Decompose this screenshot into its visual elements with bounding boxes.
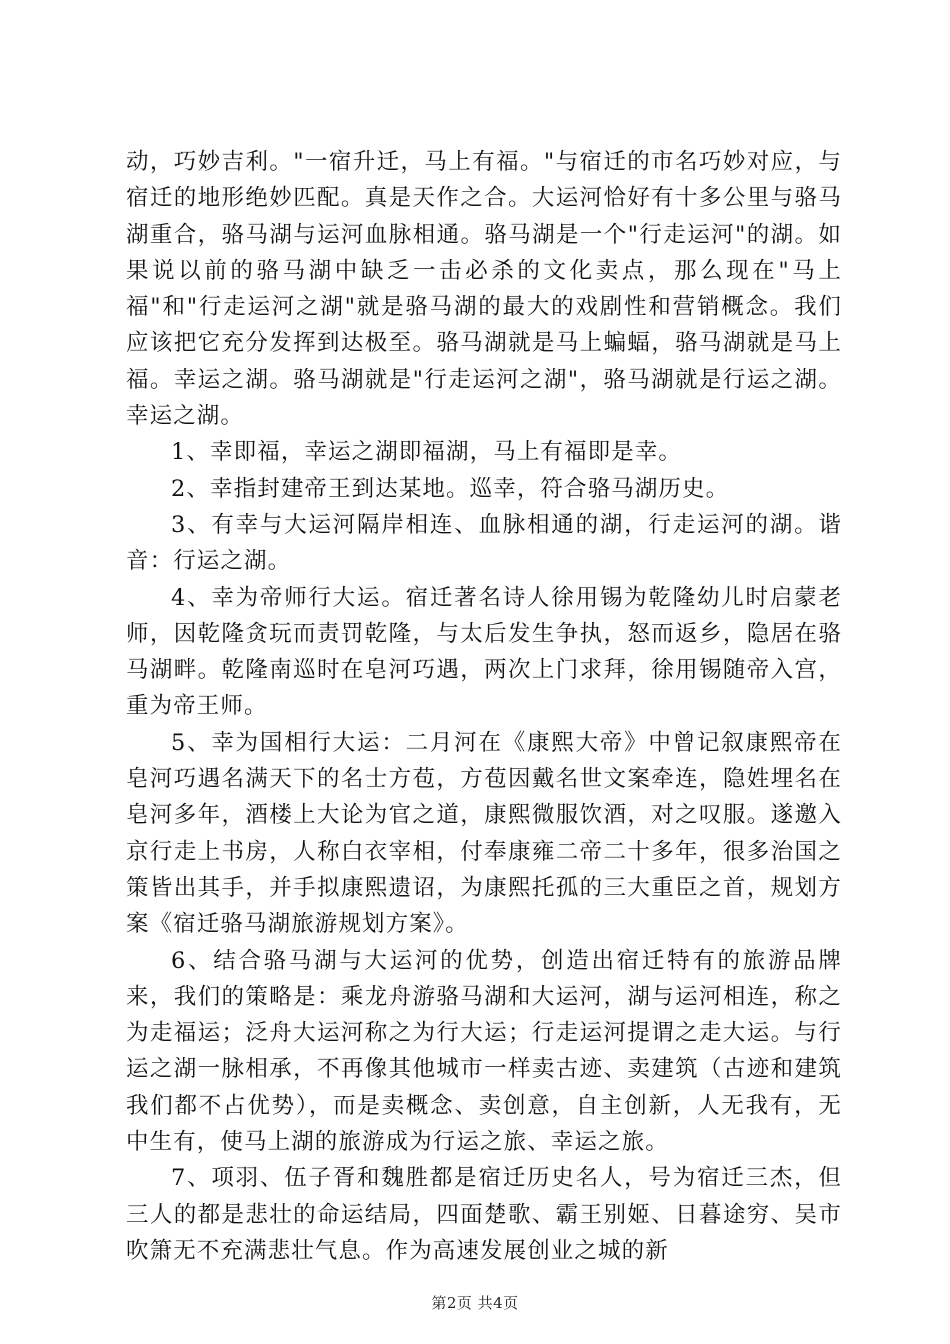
paragraph-continued: 动，巧妙吉利。"一宿升迁，马上有福。"与宿迁的市名巧妙对应，与宿迁的地形绝妙匹配。真是天作之合。大运河恰好有十多公里与骆马湖重合，骆马湖与运河血脉相通。骆马湖是一个"行走运河"的湖。如果说以前的骆马湖中缺乏一击必杀的文化卖点，那么现在"马上福"和"行走运河之湖"就是骆马湖的最大的戏剧性和营销概念。我们应该把它充分发挥到达极至。骆马湖就是马上蝙蝠，骆马湖就是马上福。幸运之湖。骆马湖就是"行走运河之湖"，骆马湖就是行运之湖。幸运之湖。: [126, 149, 842, 430]
page-number-footer: 第2页 共4页: [431, 1294, 519, 1312]
paragraph-item-7: 7、项羽、伍子胥和魏胜都是宿迁历史名人，号为宿迁三杰，但三人的都是悲壮的命运结局，四面楚歌、霸王别姬、日暮途穷、吴市吹箫无不充满悲壮气息。作为高速发展创业之城的新: [126, 1165, 842, 1264]
paragraph-item-4: 4、幸为帝师行大运。宿迁著名诗人徐用锡为乾隆幼儿时启蒙老师，因乾隆贪玩而责罚乾隆，与太后发生争执，怒而返乡，隐居在骆马湖畔。乾隆南巡时在皂河巧遇，两次上门求拜，徐用锡随帝入宫，重为帝王师。: [126, 584, 842, 720]
paragraph-item-2: 2、幸指封建帝王到达某地。巡幸，符合骆马湖历史。: [171, 475, 730, 502]
paragraph-item-1: 1、幸即福，幸运之湖即福湖，马上有福即是幸。: [171, 439, 683, 466]
paragraph-item-5: 5、幸为国相行大运：二月河在《康熙大帝》中曾记叙康熙帝在皂河巧遇名满天下的名士方苞，方苞因戴名世文案牵连，隐姓埋名在皂河多年，酒楼上大论为官之道，康熙微服饮酒，对之叹服。遂邀入京行走上书房，人称白衣宰相，付奉康雍二帝二十多年，很多治国之策皆出其手，并手拟康熙遗诏，为康熙托孤的三大重臣之首，规划方案《宿迁骆马湖旅游规划方案》。: [126, 729, 842, 938]
paragraph-item-3: 3、有幸与大运河隔岸相连、血脉相通的湖，行走运河的湖。谐音：行运之湖。: [126, 511, 842, 575]
paragraph-item-6: 6、结合骆马湖与大运河的优势，创造出宿迁特有的旅游品牌来，我们的策略是：乘龙舟游骆马湖和大运河，湖与运河相连，称之为走福运；泛舟大运河称之为行大运；行走运河提谓之走大运。与行运之湖一脉相承，不再像其他城市一样卖古迹、卖建筑（古迹和建筑我们都不占优势），而是卖概念、卖创意，自主创新，人无我有，无中生有，使马上湖的旅游成为行运之旅、幸运之旅。: [126, 947, 842, 1156]
body-text: [126, 144, 842, 1269]
